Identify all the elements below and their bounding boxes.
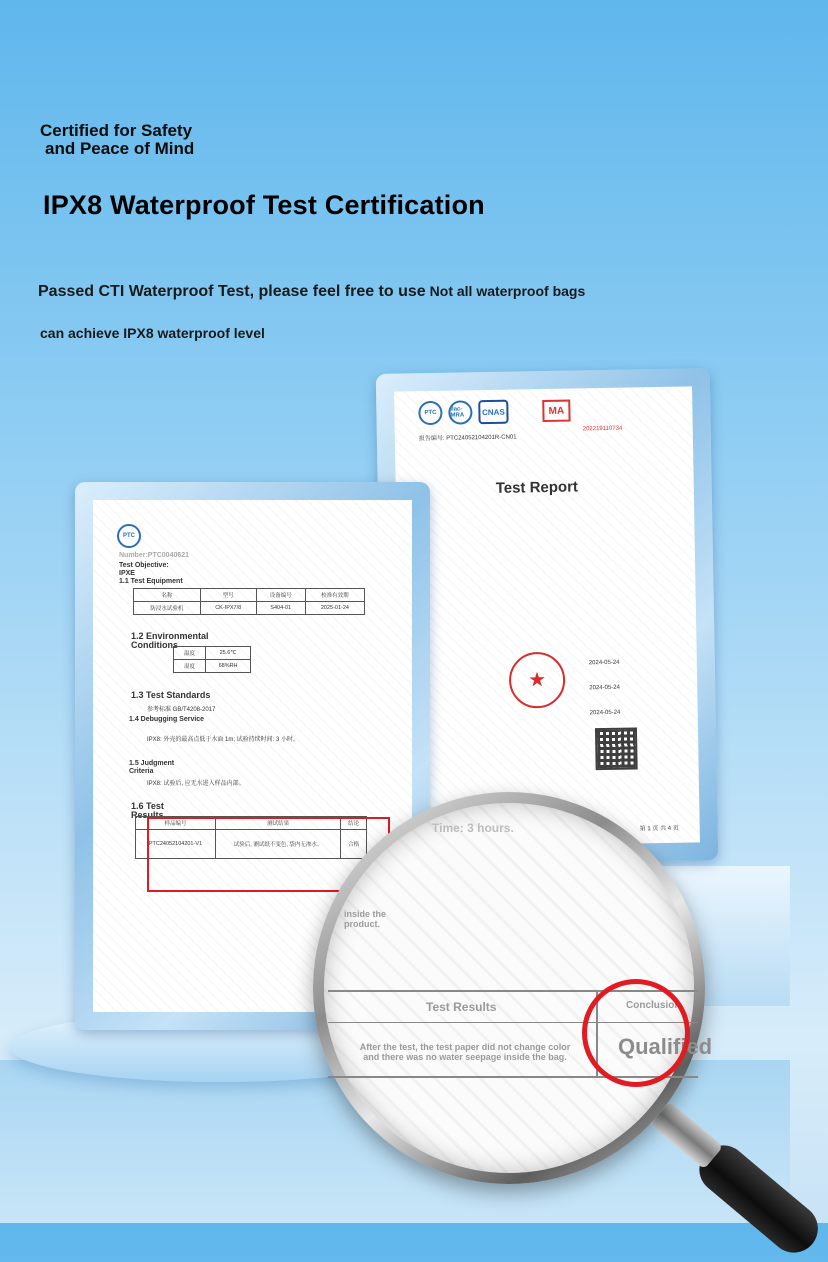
red-seal-stamp [509,652,566,709]
page-label: 第 1 页 共 4 页 [639,825,679,833]
ma-logo-icon: MA [542,400,570,422]
tagline-line2: and Peace of Mind [45,139,195,158]
report-number: Number:PTC0040621 [119,552,190,559]
qualified-text: Qualified [618,1034,713,1059]
table-cell: 温度 [174,647,206,660]
date-3: 2024-05-24 [589,709,621,717]
subtitle-line2: can achieve IPX8 waterproof level [40,325,265,341]
section-1-2: 1.2 Environmental Conditions [131,631,209,650]
table-row [174,660,251,673]
table-row [174,647,251,660]
table-cell: 湿度 [174,660,206,673]
result-text [340,1042,590,1062]
date-2: 2024-05-24 [589,684,621,692]
section-1-4: 1.4 Debugging Service [129,716,205,723]
section-1-1: 1.1 Test Equipment [119,578,183,585]
ma-number: 202219110734 [582,425,623,433]
section-1-5: 1.5 Judgment Criteria [129,760,175,775]
date-1: 2024-05-24 [588,659,620,667]
table-cell: 校准有效期 [305,589,364,602]
table-cell: 型号 [200,589,256,602]
table-cell: 名称 [134,589,201,602]
time-text: Time: 3 hours. [432,821,514,835]
col-results-header: Test Results [426,1000,497,1014]
subtitle-tail: Not all waterproof bags [429,283,586,299]
inside-text-line1: inside the [344,909,387,919]
result-line2: and there was no water seepage inside the bag. [363,1052,567,1062]
table-cell: PTC24052104201-V1 [136,830,216,859]
table-cell: 合格 [341,830,367,859]
ptc-logo-icon: PTC [117,524,141,548]
star-icon: ★ [527,669,547,692]
table-cell: 试验后, 测试纸不变色, 袋内无渗水。 [215,830,340,859]
table-cell: 设备编号 [256,589,305,602]
table-cell: 25.6℃ [206,647,251,660]
ilac-logo-icon: ilac-MRA [448,400,472,424]
section-1-6: 1.6 Test Results [131,801,164,820]
qualified-highlight-circle [582,979,690,1087]
table-cell: 测试结果 [215,817,340,830]
qr-code-icon [595,727,638,770]
cnas-logo-icon: CNAS [478,400,508,425]
debugging-text: IPX8: 外壳的最高点低于水面 1m; 试验持续时间: 3 小时。 [147,737,300,743]
page-title: IPX8 Waterproof Test Certification [43,190,485,220]
environment-table [173,646,251,673]
inside-text [344,909,386,929]
logo-row [418,399,570,426]
table-row [134,589,365,602]
table-cell: CK-IPX7/8 [200,602,256,615]
report-ref: 报告编号: PTC24052104201R-CN01 [418,434,517,443]
equipment-table [133,588,365,615]
ptc-logo-icon: PTC [418,401,442,425]
report-title: Test Report [495,478,579,497]
table-row [134,602,365,615]
result-line1: After the test, the test paper did not change color [359,1042,571,1052]
table-cell: 防浸水试验机 [134,602,201,615]
table-cell: 结论 [341,817,367,830]
table-cell: 68%RH [206,660,251,673]
col-conclusion-header: Conclusion [626,1000,681,1011]
tagline-line1: Certified for Safety [40,121,193,140]
table-cell: 2025-01-24 [305,602,364,615]
standards-text: 参考标准 GB/T4208-2017 [147,707,216,713]
judgment-text: IPX8: 试验后, 应无水进入样品内部。 [147,781,245,787]
section-1-3: 1.3 Test Standards [131,690,211,700]
inside-text-line2: product. [344,919,380,929]
table-cell: 样品编号 [136,817,216,830]
subtitle-line1 [38,283,585,301]
objective-label: Test Objective: [119,562,169,569]
test-report-paper [394,386,700,847]
tagline [40,122,300,158]
objective-value: IPXE [119,570,135,577]
table-cell: S404-01 [256,602,305,615]
subtitle-main: Passed CTI Waterproof Test, please feel free to use [38,283,426,300]
